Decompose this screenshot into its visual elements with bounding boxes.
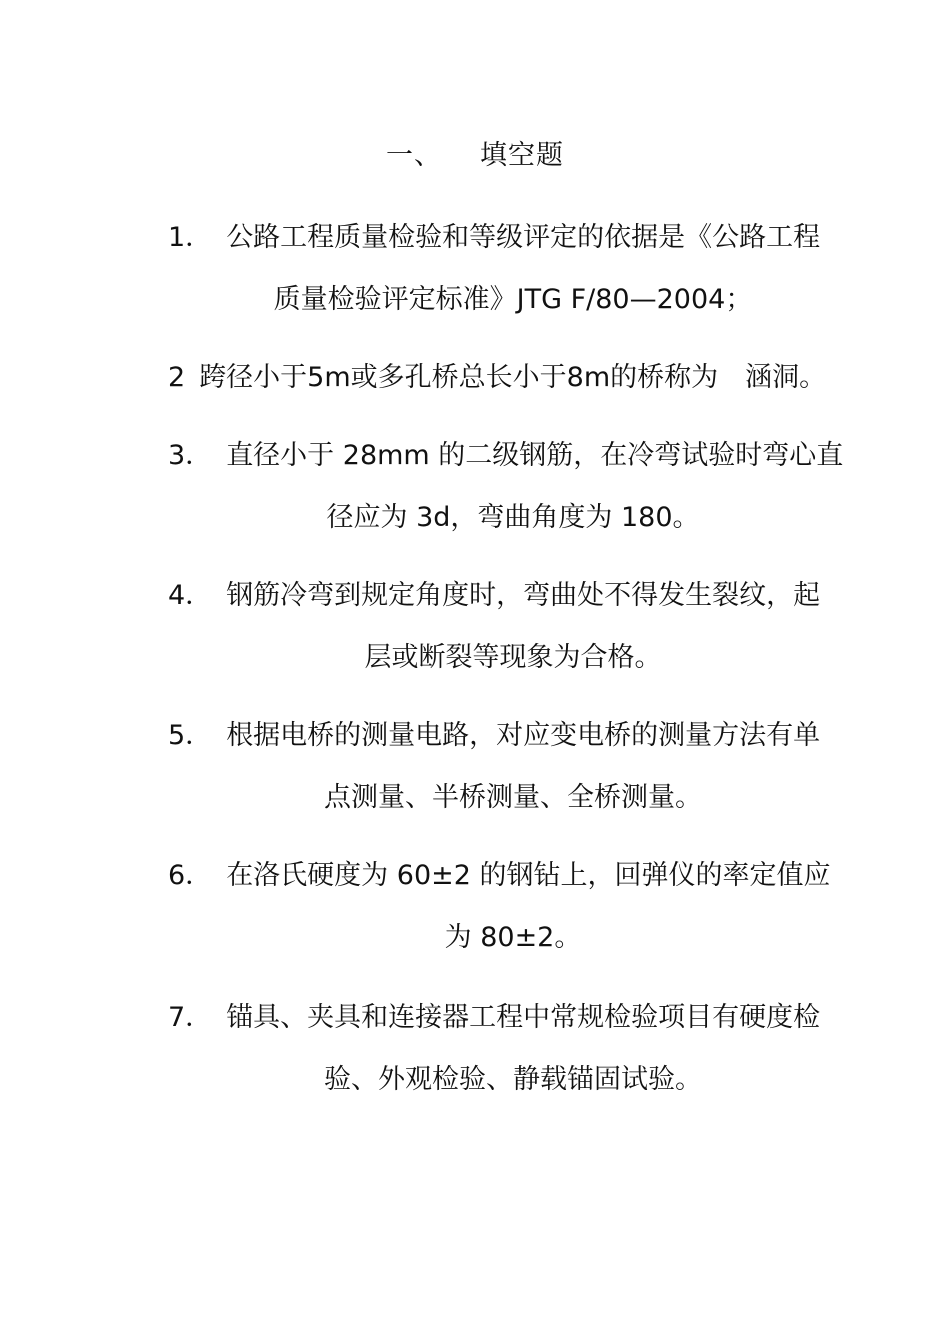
- question-text: 钢筋冷弯到规定角度时，弯曲处不得发生裂纹，起: [226, 580, 821, 611]
- question-text: 跨径小于5m或多孔桥总长小于8m的桥称为 涵洞。: [199, 362, 827, 393]
- question-item-3: [168, 436, 858, 538]
- question-line-1: [168, 218, 858, 258]
- question-continuation: 验、外观检验、静载锚固试验。: [324, 1064, 702, 1095]
- section-title: 填空题: [480, 140, 564, 171]
- question-line-1: [168, 716, 858, 756]
- question-continuation: 点测量、半桥测量、全桥测量。: [324, 782, 702, 813]
- question-line-1: [168, 576, 858, 616]
- section-heading: [0, 136, 950, 176]
- question-continuation: 径应为 3d，弯曲角度为 180。: [326, 502, 700, 533]
- question-item-6: [168, 856, 858, 958]
- question-line-1: [168, 998, 858, 1038]
- question-line-1: [168, 436, 858, 476]
- question-number: 2: [168, 362, 186, 393]
- question-continuation: 层或断裂等现象为合格。: [364, 642, 662, 673]
- question-item-4: [168, 576, 858, 678]
- question-text: 锚具、夹具和连接器工程中常规检验项目有硬度检: [226, 1002, 821, 1033]
- question-number: 1．: [168, 222, 213, 253]
- question-line-1: [168, 856, 858, 896]
- question-number: 6．: [168, 860, 213, 891]
- question-item-1: [168, 218, 858, 320]
- question-number: 7．: [168, 1002, 213, 1033]
- question-number: 4．: [168, 580, 213, 611]
- question-text: 在洛氏硬度为 60±2 的钢钻上，回弹仪的率定值应: [226, 860, 831, 891]
- question-continuation: 为 80±2。: [444, 922, 582, 953]
- question-text: 根据电桥的测量电路，对应变电桥的测量方法有单: [226, 720, 821, 751]
- question-item-7: [168, 998, 858, 1100]
- question-text: 直径小于 28mm 的二级钢筋，在冷弯试验时弯心直: [226, 440, 844, 471]
- question-item-5: [168, 716, 858, 818]
- question-line-1: [168, 358, 858, 398]
- question-number: 5．: [168, 720, 213, 751]
- question-item-2: [168, 358, 858, 398]
- question-number: 3．: [168, 440, 213, 471]
- question-text: 公路工程质量检验和等级评定的依据是《公路工程: [226, 222, 821, 253]
- question-continuation: 质量检验评定标准》JTG F/80—2004；: [273, 284, 753, 315]
- section-number: 一、: [386, 140, 442, 171]
